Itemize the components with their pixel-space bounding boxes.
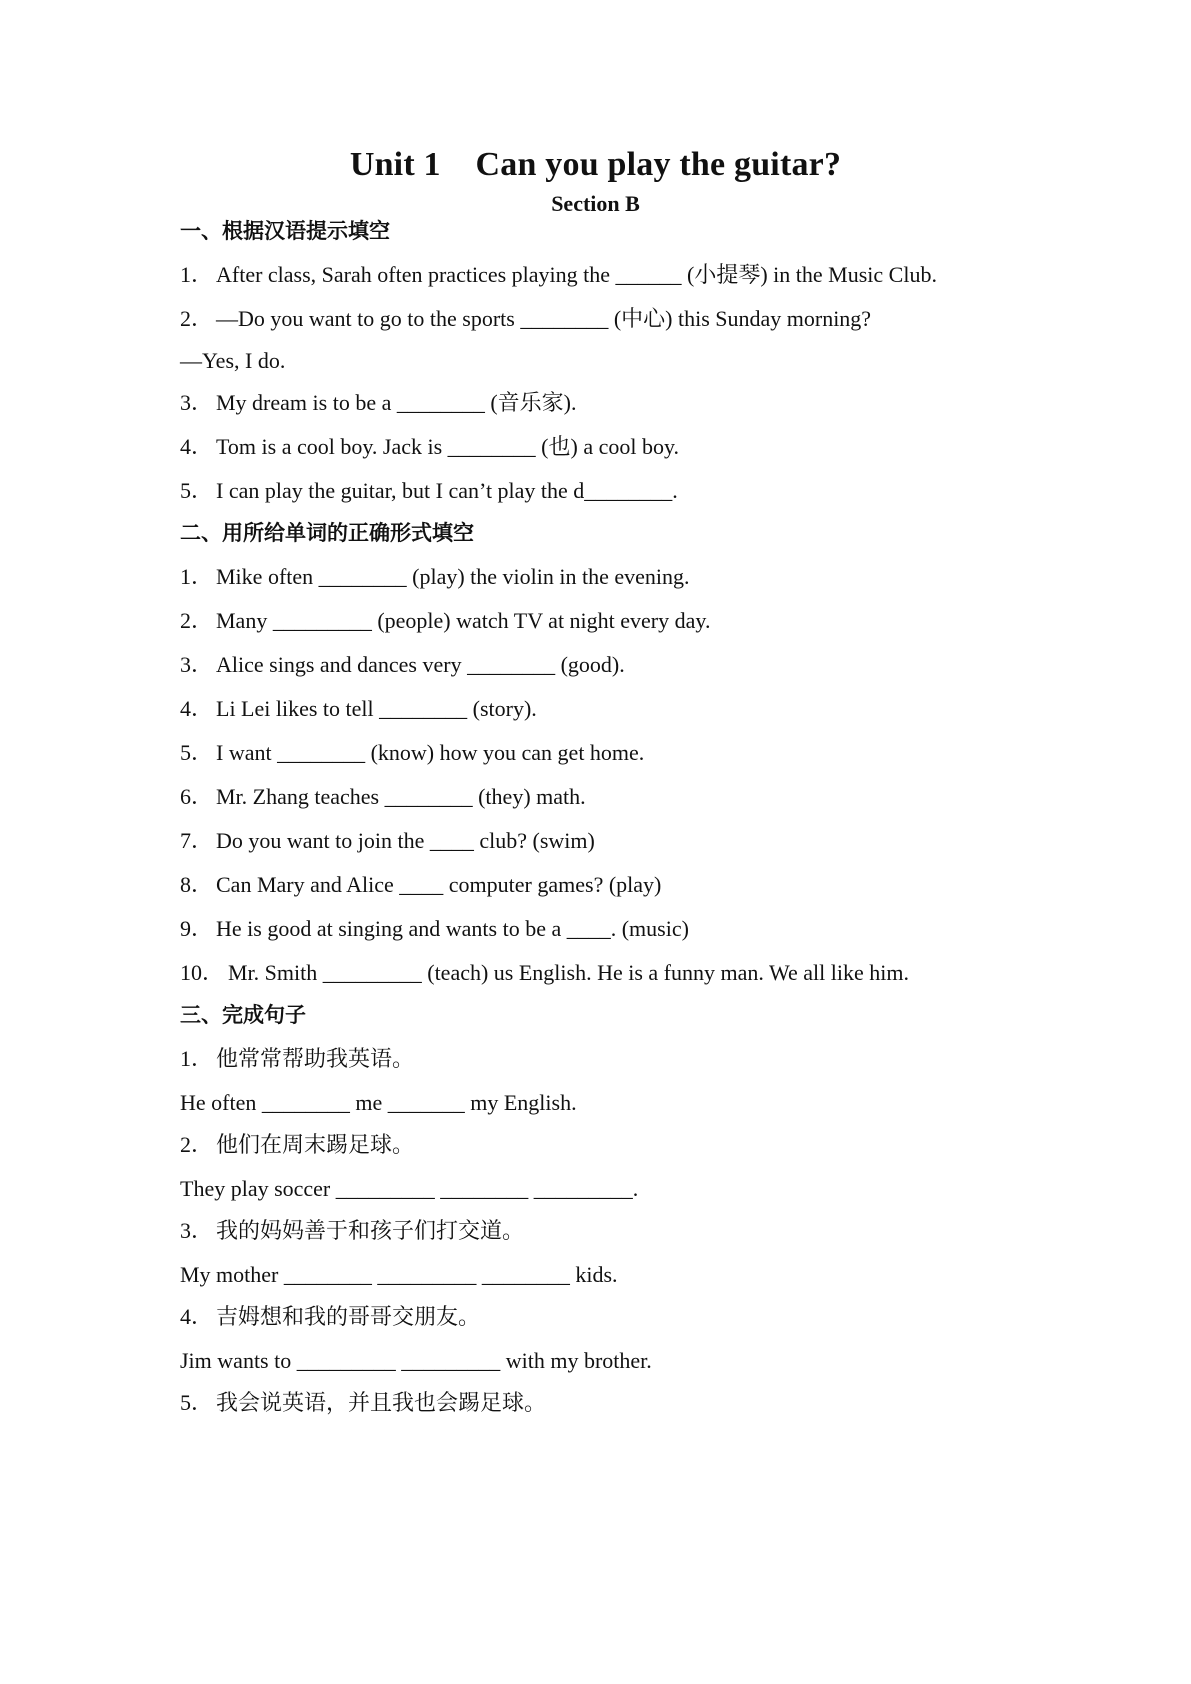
item-number: 8． [180, 872, 214, 897]
item-number: 7． [180, 828, 214, 853]
s3-item-3-sentence [180, 1262, 618, 1288]
item-number: 2． [180, 1132, 214, 1157]
s1-item-2-answer [180, 348, 285, 374]
s2-item-5 [180, 740, 644, 766]
item-text: Alice sings and dances very ________ (good). [216, 652, 625, 677]
s2-item-4 [180, 696, 537, 722]
s2-item-6 [180, 784, 586, 810]
s2-item-1 [180, 564, 690, 590]
section-3-heading: 三、完成句子 [180, 1003, 306, 1027]
item-number: 5． [180, 740, 214, 765]
s3-item-4-prompt [180, 1304, 480, 1330]
item-number: 1． [180, 1046, 214, 1071]
item-text: I can play the guitar, but I can’t play the d________. [216, 478, 678, 503]
item-text: Mike often ________ (play) the violin in the evening. [216, 564, 690, 589]
s3-item-4-sentence [180, 1348, 652, 1374]
item-number: 4． [180, 1304, 214, 1329]
item-number: 1． [180, 262, 214, 287]
s2-item-10 [180, 960, 909, 986]
item-number: 9． [180, 916, 214, 941]
item-text: Li Lei likes to tell ________ (story). [216, 696, 537, 721]
item-number: 10． [180, 960, 225, 985]
item-text: They play soccer _________ ________ _________. [180, 1176, 639, 1201]
item-number: 5． [180, 1390, 214, 1415]
s2-item-9 [180, 916, 689, 942]
item-text: My mother ________ _________ ________ kids. [180, 1262, 618, 1287]
item-text: —Do you want to go to the sports ________ (中心) this Sunday morning? [216, 306, 872, 331]
item-text: Tom is a cool boy. Jack is ________ (也) a cool boy. [216, 434, 680, 459]
item-text: Jim wants to _________ _________ with my brother. [180, 1348, 652, 1373]
item-number: 3． [180, 652, 214, 677]
s2-item-7 [180, 828, 595, 854]
s1-item-5 [180, 478, 678, 504]
item-number: 3． [180, 390, 214, 415]
item-number: 6． [180, 784, 214, 809]
item-text: —Yes, I do. [180, 348, 286, 373]
item-text: He often ________ me _______ my English. [180, 1090, 577, 1115]
item-text: Mr. Smith _________ (teach) us English. He is a funny man. We all like him. [228, 960, 909, 985]
item-text: Mr. Zhang teaches ________ (they) math. [216, 784, 586, 809]
s3-item-3-prompt [180, 1218, 524, 1244]
s2-item-8 [180, 872, 661, 898]
s3-item-5-prompt [180, 1390, 546, 1416]
s1-item-3 [180, 390, 577, 416]
item-text: After class, Sarah often practices playing the ______ (小提琴) in the Music Club. [216, 262, 937, 287]
s1-item-1 [180, 262, 937, 288]
item-text: 我的妈妈善于和孩子们打交道。 [216, 1218, 525, 1243]
item-text: My dream is to be a ________ (音乐家). [216, 390, 577, 415]
s1-item-4 [180, 434, 679, 460]
s3-item-1-sentence [180, 1090, 577, 1116]
item-number: 3． [180, 1218, 214, 1243]
item-text: 吉姆想和我的哥哥交朋友。 [216, 1304, 481, 1329]
s3-item-2-prompt [180, 1132, 414, 1158]
item-text: Do you want to join the ____ club? (swim) [216, 828, 595, 853]
page-subtitle: Section B [551, 191, 640, 216]
item-number: 1． [180, 564, 214, 589]
s3-item-1-prompt [180, 1046, 414, 1072]
item-text: 他常常帮助我英语。 [216, 1046, 415, 1071]
item-text: 我会说英语，并且我也会踢足球。 [216, 1390, 547, 1415]
page-title: Unit 1 Can you play the guitar? [349, 146, 842, 183]
s2-item-3 [180, 652, 625, 678]
item-text: Can Mary and Alice ____ computer games? (play) [216, 872, 662, 897]
s1-item-2 [180, 306, 871, 332]
s2-item-2 [180, 608, 710, 634]
item-text: 他们在周末踢足球。 [216, 1132, 415, 1157]
item-number: 4． [180, 696, 214, 721]
section-1-heading: 一、根据汉语提示填空 [180, 219, 390, 243]
item-number: 4． [180, 434, 214, 459]
item-number: 2． [180, 608, 214, 633]
section-2-heading: 二、用所给单词的正确形式填空 [180, 521, 474, 545]
item-text: I want ________ (know) how you can get home. [216, 740, 645, 765]
item-text: He is good at singing and wants to be a ____. (music) [216, 916, 689, 941]
item-text: Many _________ (people) watch TV at night every day. [216, 608, 711, 633]
item-number: 5． [180, 478, 214, 503]
s3-item-2-sentence [180, 1176, 638, 1202]
item-number: 2． [180, 306, 214, 331]
